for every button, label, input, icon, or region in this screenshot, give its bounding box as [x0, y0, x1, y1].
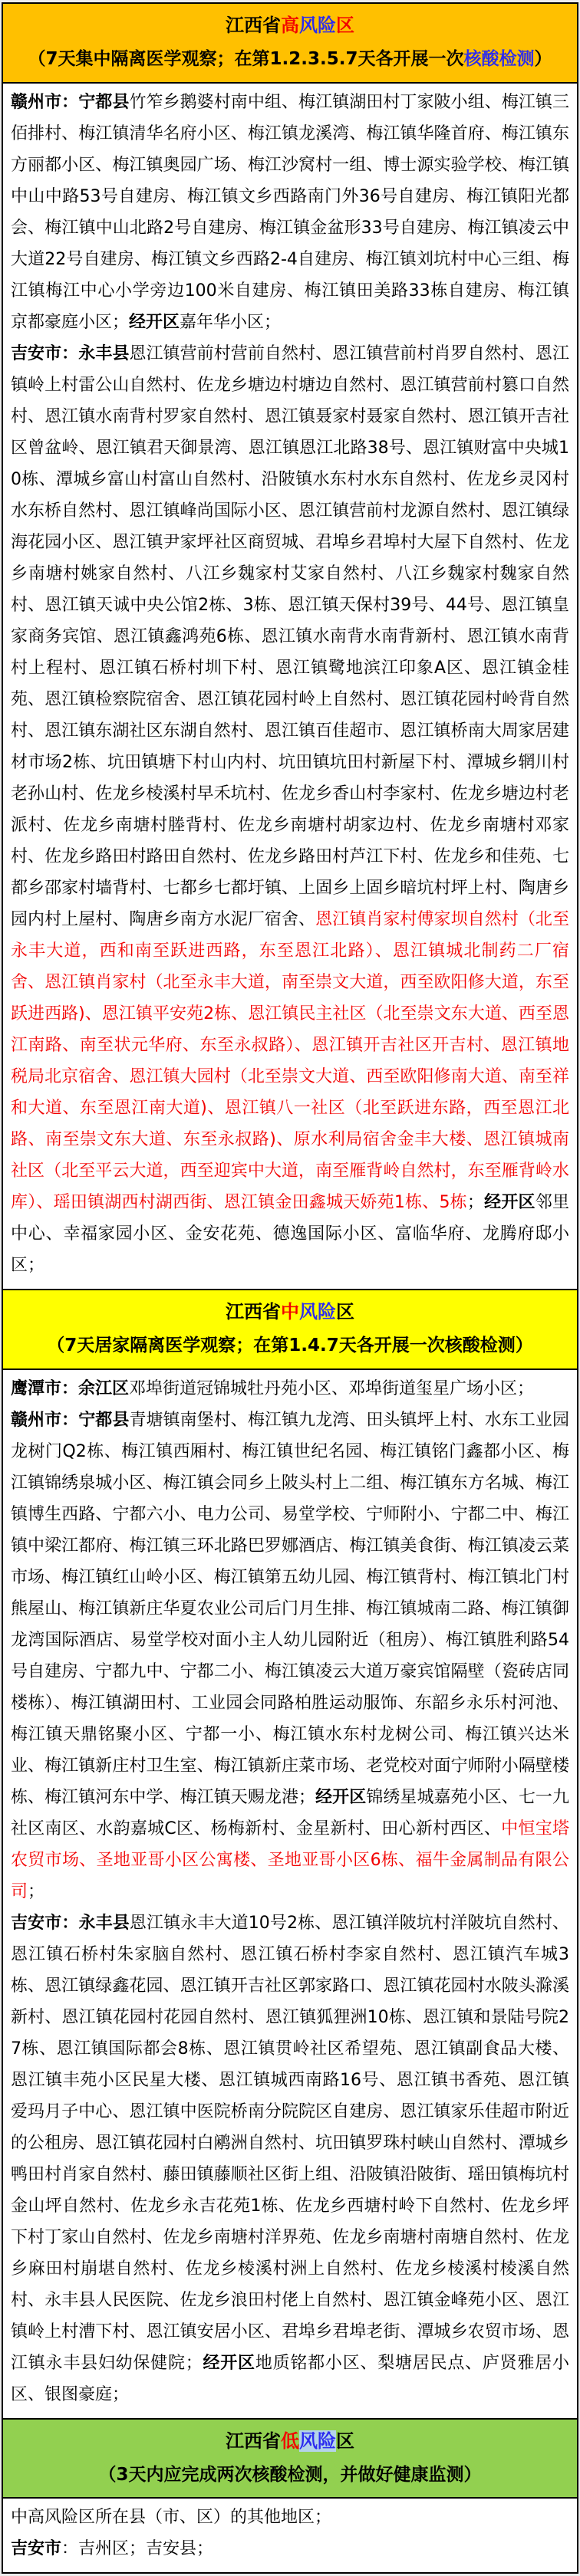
text-segment: ）: [534, 49, 552, 69]
text-segment: 中高风险区所在县（市、区）的其他地区；: [11, 2508, 332, 2528]
risk-area-document: [2, 2, 578, 2574]
text-segment: 中恒宝塔农贸市场、圣地亚哥小区公寓楼、圣地亚哥小区6栋、福牛金属制品有限公司: [11, 1819, 569, 1901]
text-segment: 竹笮乡鹅婆村南中组、梅江镇湖田村丁家陂小组、梅江镇三佰排村、梅江镇清华名府小区、梅江镇龙溪湾、梅江镇华隆首府、梅江镇东方丽都小区、梅江镇奥园广场、梅江沙窝村一组、博士源实验学校、梅江镇中山中路53号自建房、梅江镇文乡西路南门外36号自建房、梅江镇阳光都会、梅江镇中山北路2号自建房、梅江镇金盆形33号自建房、梅江镇凌云中大道22号自建房、梅江镇文乡西路2-4自建房、梅江镇刘坑村中心三组、梅江镇梅江中心小学旁边100米自建房、梅江镇田美路33栋自建房、梅江镇京都豪庭小区；: [11, 92, 569, 332]
section-subtitle: [9, 48, 571, 71]
text-segment: 区: [336, 1300, 354, 1322]
text-segment: （7天集中隔离医学观察；在第1.2.3.5.7天各开展一次: [28, 49, 464, 69]
text-segment: 风险: [299, 1300, 336, 1322]
text-segment: 吉安市：永丰县: [11, 1913, 130, 1933]
risk-paragraph: [11, 2533, 569, 2564]
text-segment: ：吉州区；吉安县；: [61, 2539, 214, 2559]
text-segment: 邓埠街道冠锦城牡丹苑小区、邓埠街道玺星广场小区；: [129, 1378, 535, 1398]
text-segment: 江西省: [226, 1300, 281, 1322]
risk-section-low-risk: [3, 2420, 577, 2573]
text-segment: 青塘镇南堡村、梅江镇九龙湾、田头镇坪上村、水东工业园龙树门Q2栋、梅江镇西厢村、梅江镇世纪名园、梅江镇铭门鑫都小区、梅江镇锦绣泉城小区、梅江镇会同乡上陂头村上二组、梅江镇东方名城、梅江镇博生西路、宁都六小、电力公司、易堂学校、宁师附小、宁都二中、梅江镇中梁江都府、梅江镇三环北路巴罗娜酒店、梅江镇美食街、梅江镇凌云菜市场、梅江镇红山岭小区、梅江镇第五幼儿园、梅江镇背村、梅江镇北门村熊屋山、梅江镇新庄华夏农业公司后门月生排、梅江镇城南二路、梅江镇御龙湾国际酒店、易堂学校对面小主人幼儿园附近（租房）、梅江镇胜利路54号自建房、宁都九中、宁都二小、梅江镇凌云大道万豪宾馆隔壁（瓷砖店同楼栋）、梅江镇湖田村、工业园会同路柏胜运动服饰、东韶乡永乐村河池、梅江镇天鼎铭聚小区、宁都一小、梅江镇水东村龙树公司、梅江镇兴达米业、梅江镇新庄村卫生室、梅江镇新庄菜市场、老党校对面宁师附小隔壁楼栋、梅江镇河东中学、梅江镇天赐龙港；: [11, 1410, 569, 1807]
section-body: [3, 84, 577, 1290]
text-segment: 经开区: [129, 312, 180, 332]
text-segment: 江西省: [226, 15, 281, 36]
section-body: [3, 2499, 577, 2572]
text-segment: 邻里中心、幸福家园小区、金安花苑、德逸国际小区、富临华府、龙腾府邸小区；: [11, 1192, 569, 1275]
text-segment: 风险: [299, 2430, 336, 2452]
risk-section-mid-risk: [3, 1290, 577, 2420]
risk-paragraph: [11, 338, 569, 1281]
section-subtitle: [9, 1335, 571, 1357]
text-segment: ；: [28, 1881, 45, 1901]
risk-paragraph: [11, 1405, 569, 1907]
text-segment: 经开区: [315, 1787, 367, 1807]
text-segment: 经开区: [483, 1192, 536, 1212]
text-segment: 核酸检测: [463, 49, 535, 69]
section-title: [9, 14, 571, 37]
text-segment: 恩江镇永丰大道10号2栋、恩江镇洋陂坑村洋陂坑自然村、恩江镇石桥村朱家脑自然村、恩江镇石桥村李家自然村、恩江镇汽车城3栋、恩江镇绿鑫花园、恩江镇开吉社区郭家路口、恩江镇花园村水陂头滁溪新村、恩江镇花园村花园自然村、恩江镇狐狸洲10栋、恩江镇和景陆号院27栋、恩江镇国际都会8栋、恩江镇贯岭社区希望苑、恩江镇副食品大楼、恩江镇丰苑小区民星大楼、恩江镇城西南路16号、恩江镇书香苑、恩江镇爱玛月子中心、恩江镇中医院桥南分院院区自建房、恩江镇家乐佳超市附近的公租房、恩江镇花园村白鹇洲自然村、坑田镇罗珠村峡山自然村、潭城乡鸭田村肖家自然村、藤田镇藤顺社区街上组、沿陂镇沿陂街、瑶田镇梅坑村金山坪自然村、佐龙乡永吉花苑1栋、佐龙乡西塘村岭下自然村、佐龙乡坪下村丁家山自然村、佐龙乡南塘村洋界苑、佐龙乡南塘村南塘自然村、佐龙乡麻田村崩堪自然村、佐龙乡棱溪村洲上自然村、佐龙乡棱溪村棱溪自然村、永丰县人民医院、佐龙乡浪田村佬上自然村、恩江镇金峰苑小区、恩江镇岭上村漕下村、恩江镇安居小区、君埠乡君埠老街、潭城乡农贸市场、恩江镇永丰县妇幼保健院；: [11, 1913, 569, 2373]
text-segment: 锦绣星城嘉苑小区、七一九社区南区、水韵嘉城C区、杨梅新村、金星新村、田心新村西区、: [11, 1787, 569, 1838]
section-title: [9, 2430, 571, 2453]
text-segment: 鹰潭市：余江区: [11, 1378, 130, 1398]
section-header: [3, 4, 577, 84]
section-subtitle: [9, 2464, 571, 2486]
risk-paragraph: [11, 1907, 569, 2410]
text-segment: 江西省: [226, 2430, 281, 2452]
text-segment: （7天居家隔离医学观察；在第1.4.7天各开展一次核酸检测）: [47, 1335, 533, 1355]
text-segment: 地质铭都小区、梨塘居民点、庐贤雅居小区、银图豪庭；: [11, 2353, 569, 2404]
risk-paragraph: [11, 87, 569, 338]
risk-paragraph: [11, 2502, 569, 2533]
text-segment: 吉安市: [11, 2539, 62, 2559]
text-segment: 吉安市：永丰县: [11, 343, 130, 363]
section-header: [3, 1290, 577, 1370]
text-segment: 赣州市：宁都县: [11, 1410, 130, 1430]
risk-paragraph: [11, 1373, 569, 1405]
text-segment: ；: [466, 1192, 484, 1212]
text-segment: 恩江镇营前村营前自然村、恩江镇营前村肖罗自然村、恩江镇岭上村雷公山自然村、佐龙乡塘边村塘边自然村、恩江镇营前村篡口自然村、恩江镇水南背村罗家自然村、恩江镇聂家村聂家自然村、恩江镇开吉社区曾盆岭、恩江镇君天御景湾、恩江镇恩江北路38号、恩江镇财富中央城10栋、潭城乡富山村富山自然村、沿陂镇水东村水东自然村、佐龙乡灵冈村水东桥自然村、恩江镇峰尚国际小区、恩江镇营前村龙源自然村、恩江镇绿海花园小区、恩江镇尹家坪社区商贸城、君埠乡君埠村大屋下自然村、佐龙乡南塘村姚家自然村、八江乡魏家村艾家自然村、八江乡魏家村魏家自然村、恩江镇天诚中央公馆2栋、3栋、恩江镇天保村39号、44号、恩江镇皇家商务宾馆、恩江镇鑫鸿苑6栋、恩江镇水南背水南背新村、恩江镇水南背村上程村、恩江镇石桥村圳下村、恩江镇鹭地滨江印象A区、恩江镇金桂苑、恩江镇检察院宿舍、恩江镇花园村岭上自然村、恩江镇花园村岭背自然村、恩江镇东湖社区东湖自然村、恩江镇百佳超市、恩江镇桥南大周家居建材市场2栋、坑田镇塘下村山内村、坑田镇坑田村新屋下村、潭城乡辋川村老孙山村、佐龙乡棱溪村早禾坑村、佐龙乡香山村李家村、佐龙乡塘边村老派村、佐龙乡南塘村塍背村、佐龙乡南塘村胡家边村、佐龙乡南塘村邓家村、佐龙乡路田村路田自然村、佐龙乡路田村芦江下村、佐龙乡和佳苑、七都乡邵家村墙背村、七都乡七都圩镇、上固乡上固乡暗坑村坪上村、陶唐乡园内村上屋村、陶唐乡南方水泥厂宿舍、: [11, 343, 569, 929]
risk-section-high-risk: [3, 4, 577, 1290]
section-header: [3, 2420, 577, 2499]
text-segment: 高: [281, 15, 299, 36]
text-segment: 赣州市：宁都县: [11, 92, 130, 112]
text-segment: 嘉年华小区；: [180, 312, 282, 332]
text-segment: 风险: [299, 15, 336, 36]
text-segment: 区: [336, 2430, 354, 2452]
text-segment: 低: [281, 2430, 299, 2452]
text-segment: 中: [281, 1300, 299, 1322]
section-body: [3, 1370, 577, 2420]
text-segment: 区: [336, 15, 354, 36]
text-segment: 经开区: [202, 2353, 255, 2373]
text-segment: 恩江镇肖家村傅家坝自然村（北至永丰大道，西和南至跃进西路，东至恩江北路）、恩江镇城北制药二厂宿舍、恩江镇肖家村（北至永丰大道，南至崇文大道，西至欧阳修大道，东至跃进西路)、恩江镇平安苑2栋、恩江镇民主社区（北至崇文东大道、西至恩江南路、南至状元华府、东至永叔路）、恩江镇开吉社区开吉村、恩江镇地税局北京宿舍、恩江镇大园村（北至崇文大道、西至欧阳修南大道、南至祥和大道、东至恩江南大道)、恩江镇八一社区（北至跃进东路，西至恩江北路、南至崇文东大道、东至永叔路)、原水利局宿舍金丰大楼、恩江镇城南社区（北至平云大道，西至迎宾中大道，南至雁背岭自然村，东至雁背岭水库）、瑶田镇湖西村湖西街、恩江镇金田鑫城天娇苑1栋、5栋: [11, 909, 569, 1212]
text-segment: （3天内应完成两次核酸检测，并做好健康监测）: [98, 2464, 482, 2485]
section-title: [9, 1300, 571, 1323]
